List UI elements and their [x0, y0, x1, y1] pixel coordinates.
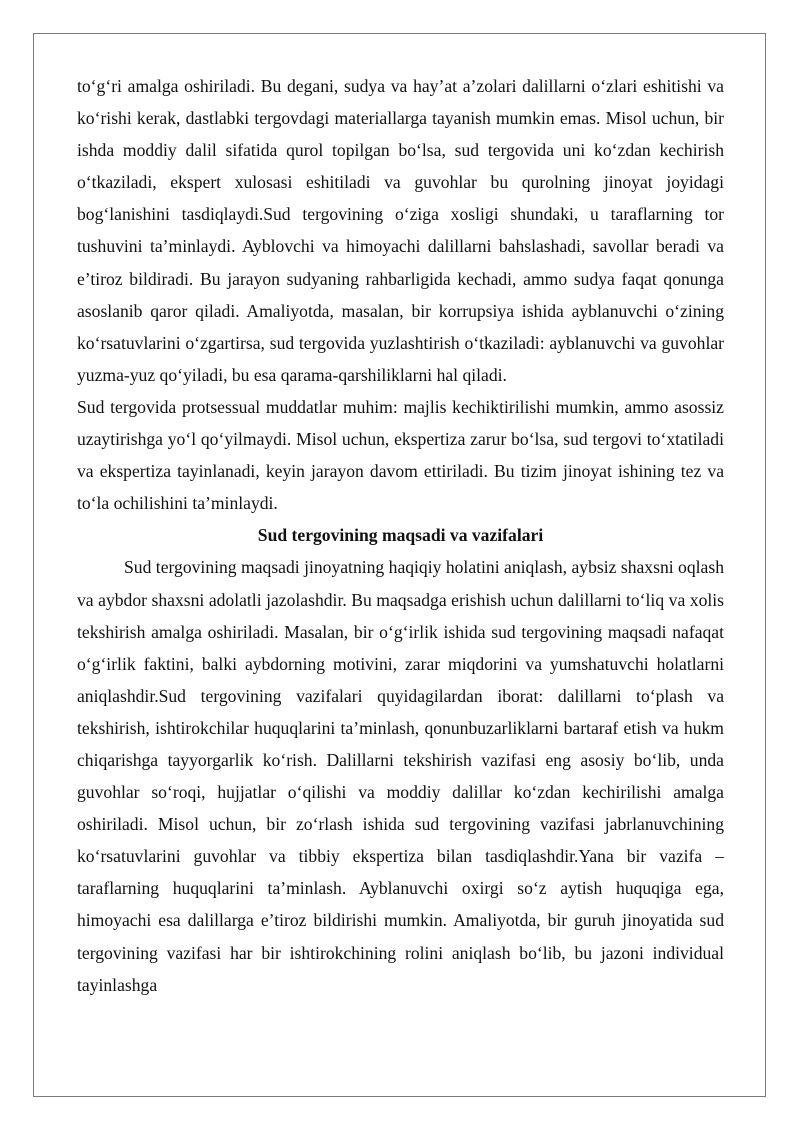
body-paragraph-2: Sud tergovida protsessual muddatlar muhim: majlis kechiktirilishi mumkin, ammo asossiz uzaytirishga yo‘l qo‘yilmaydi. Misol uchun, ekspertiza zarur bo‘lsa, sud tergovi to‘xtatiladi va ekspertiza tayinlanadi, keyin jarayon davom ettiriladi. Bu tizim jinoyat ishining tez va to‘la ochilishini ta’minlaydi. — [77, 396, 724, 514]
section-heading: Sud tergovining maqsadi va vazifalari — [257, 525, 544, 546]
document-body — [77, 70, 724, 1001]
body-paragraph-3: Sud tergovining maqsadi jinoyatning haqiqiy holatini aniqlash, aybsiz shaxsni oqlash va aybdor shaxsni adolatli jazolashdir. Bu maqsadga erishish uchun dalillarni to‘liq va xolis tekshirish amalga oshiriladi. Masalan, bir o‘g‘irlik ishida sud tergovining maqsadi nafaqat o‘g‘irlik faktini, balki aybdorning motivini, zarar miqdorini va yumshatuvchi holatlarni aniqlashdir.Sud tergovining vazifalari quyidagilardan iborat: dalillarni to‘plash va tekshirish, ishtirokchilar huquqlarini ta’minlash, qonunbuzarliklarni bartaraf etish va hukm chiqarishga tayyorgarlik ko‘rish. Dalillarni tekshirish vazifasi eng asosiy bo‘lib, unda guvohlar so‘roqi, hujjatlar o‘qilishi va moddiy dalillar ko‘zdan kechirilishi amalga oshiriladi. Misol uchun, bir zo‘rlash ishida sud tergovining vazifasi jabrlanuvchining ko‘rsatuvlarini guvohlar va tibbiy ekspertiza bilan tasdiqlashdir.Yana bir vazifa – taraflarning huquqlarini ta’minlash. Ayblanuvchi oxirgi so‘z aytish huquqiga ega, himoyachi esa dalillarga e’tiroz bildirishi mumkin. Amaliyotda, bir guruh jinoyatida sud tergovining vazifasi har bir ishtirokchining rolini aniqlash bo‘lib, bu jazoni individual tayinlashga — [77, 557, 724, 995]
body-paragraph-1: to‘g‘ri amalga oshiriladi. Bu degani, sudya va hay’at a’zolari dalillarni o‘zlari eshitishi va ko‘rishi kerak, dastlabki tergovdagi materiallarga tayanish mumkin emas. Misol uchun, bir ishda moddiy dalil sifatida qurol topilgan bo‘lsa, sud tergovida uni ko‘zdan kechirish o‘tkaziladi, ekspert xulosasi eshitiladi va guvohlar bu qurolning jinoyat joyidagi bog‘lanishini tasdiqlaydi.Sud tergovining o‘ziga xosligi shundaki, u taraflarning tor tushuvini ta’minlaydi. Ayblovchi va himoyachi dalillarni bahslashadi, savollar beradi va e’tiroz bildiradi. Bu jarayon sudyaning rahbarligida kechadi, ammo sudya faqat qonunga asoslanib qaror qiladi. Amaliyotda, masalan, bir korrupsiya ishida ayblanuvchi o‘zining ko‘rsatuvlarini o‘zgartirsa, sud tergovida yuzlashtirish o‘tkaziladi: ayblanuvchi va guvohlar yuzma-yuz qo‘yiladi, bu esa qarama-qarshiliklarni hal qiladi. — [77, 76, 724, 385]
